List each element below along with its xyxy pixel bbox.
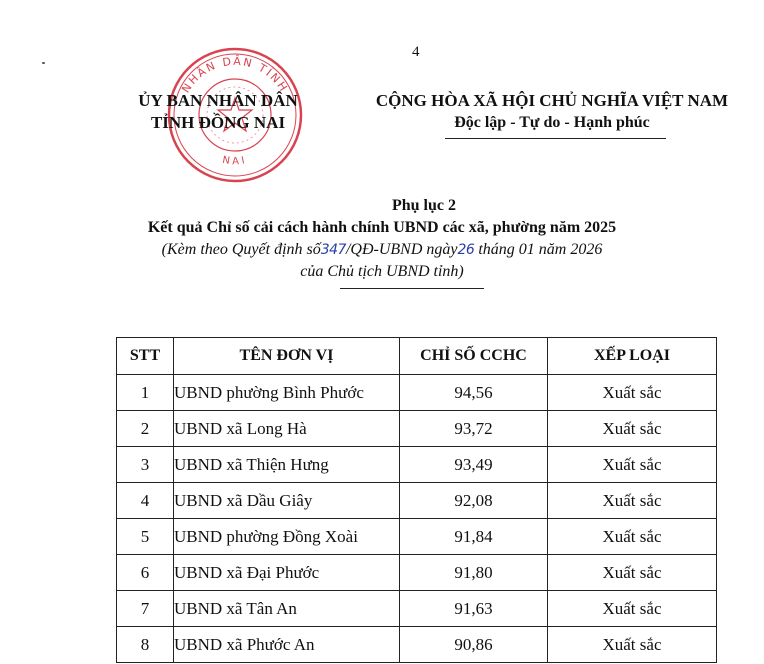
cell-unit-name: UBND xã Tân An [174, 591, 400, 627]
cell-stt: 5 [117, 519, 174, 555]
cell-stt: 4 [117, 483, 174, 519]
cell-unit-name: UBND phường Bình Phước [174, 375, 400, 411]
table-row [117, 447, 717, 483]
cell-rank: Xuất sắc [548, 555, 717, 591]
svg-text:NAI [222, 155, 249, 168]
table-row [117, 375, 717, 411]
note-underline [340, 288, 484, 289]
seal-text-top: NHÂN DÂN TỈNH [179, 54, 291, 96]
cell-unit-name: UBND phường Đồng Xoài [174, 519, 400, 555]
table-row [117, 519, 717, 555]
note-part-2: /QĐ-UBND ngày [345, 241, 458, 258]
national-name: CỘNG HÒA XÃ HỘI CHỦ NGHĨA VIỆT NAM [375, 91, 729, 110]
scan-speck [42, 62, 45, 64]
issuer-line-2: TỈNH ĐỒNG NAI [150, 113, 286, 132]
results-table [116, 337, 717, 663]
appendix-title: Phụ lục 2 [391, 197, 456, 214]
decision-reference [0, 239, 764, 261]
cell-rank: Xuất sắc [548, 411, 717, 447]
cell-rank: Xuất sắc [548, 627, 717, 663]
page-number: 4 [412, 44, 420, 60]
table-row [117, 483, 717, 519]
cell-stt: 6 [117, 555, 174, 591]
header-rank: XẾP LOẠI [548, 338, 717, 375]
cell-unit-name: UBND xã Thiện Hưng [174, 447, 400, 483]
national-header [352, 90, 752, 134]
cell-rank: Xuất sắc [548, 375, 717, 411]
cell-stt: 1 [117, 375, 174, 411]
header-unit-name: TÊN ĐƠN VỊ [174, 338, 400, 375]
seal-text-bottom: NAI [221, 154, 249, 168]
note-part-1: (Kèm theo Quyết định số [161, 241, 321, 258]
cell-score: 91,84 [400, 519, 548, 555]
appendix-header [0, 196, 764, 283]
issuer-line-1: ỦY BAN NHÂN DÂN [138, 91, 298, 110]
cell-rank: Xuất sắc [548, 519, 717, 555]
cell-rank: Xuất sắc [548, 591, 717, 627]
national-motto: Độc lập - Tự do - Hạnh phúc [454, 114, 650, 131]
table-row [117, 591, 717, 627]
cell-stt: 3 [117, 447, 174, 483]
appendix-subtitle: Kết quả Chỉ số cải cách hành chính UBND các xã, phường năm 2025 [147, 219, 617, 236]
cell-unit-name: UBND xã Dầu Giây [174, 483, 400, 519]
cell-unit-name: UBND xã Phước An [174, 627, 400, 663]
table-row [117, 627, 717, 663]
note-line-2: của Chủ tịch UBND tỉnh) [300, 263, 464, 280]
cell-score: 91,80 [400, 555, 548, 591]
cell-stt: 8 [117, 627, 174, 663]
table-row [117, 411, 717, 447]
cell-stt: 2 [117, 411, 174, 447]
cell-score: 91,63 [400, 591, 548, 627]
handwritten-decision-number: 347 [320, 242, 346, 258]
table-row [117, 555, 717, 591]
cell-unit-name: UBND xã Long Hà [174, 411, 400, 447]
cell-stt: 7 [117, 591, 174, 627]
cell-unit-name: UBND xã Đại Phước [174, 555, 400, 591]
cell-rank: Xuất sắc [548, 483, 717, 519]
motto-underline [445, 138, 666, 139]
cell-score: 90,86 [400, 627, 548, 663]
cell-rank: Xuất sắc [548, 447, 717, 483]
note-part-3: tháng 01 năm 2026 [478, 241, 603, 258]
cell-score: 93,72 [400, 411, 548, 447]
cell-score: 92,08 [400, 483, 548, 519]
cell-score: 93,49 [400, 447, 548, 483]
issuer-block [113, 90, 323, 134]
header-stt: STT [117, 338, 174, 375]
cell-score: 94,56 [400, 375, 548, 411]
table-header-row [117, 338, 717, 375]
header-score: CHỈ SỐ CCHC [400, 338, 548, 375]
handwritten-decision-day: 26 [457, 242, 475, 258]
